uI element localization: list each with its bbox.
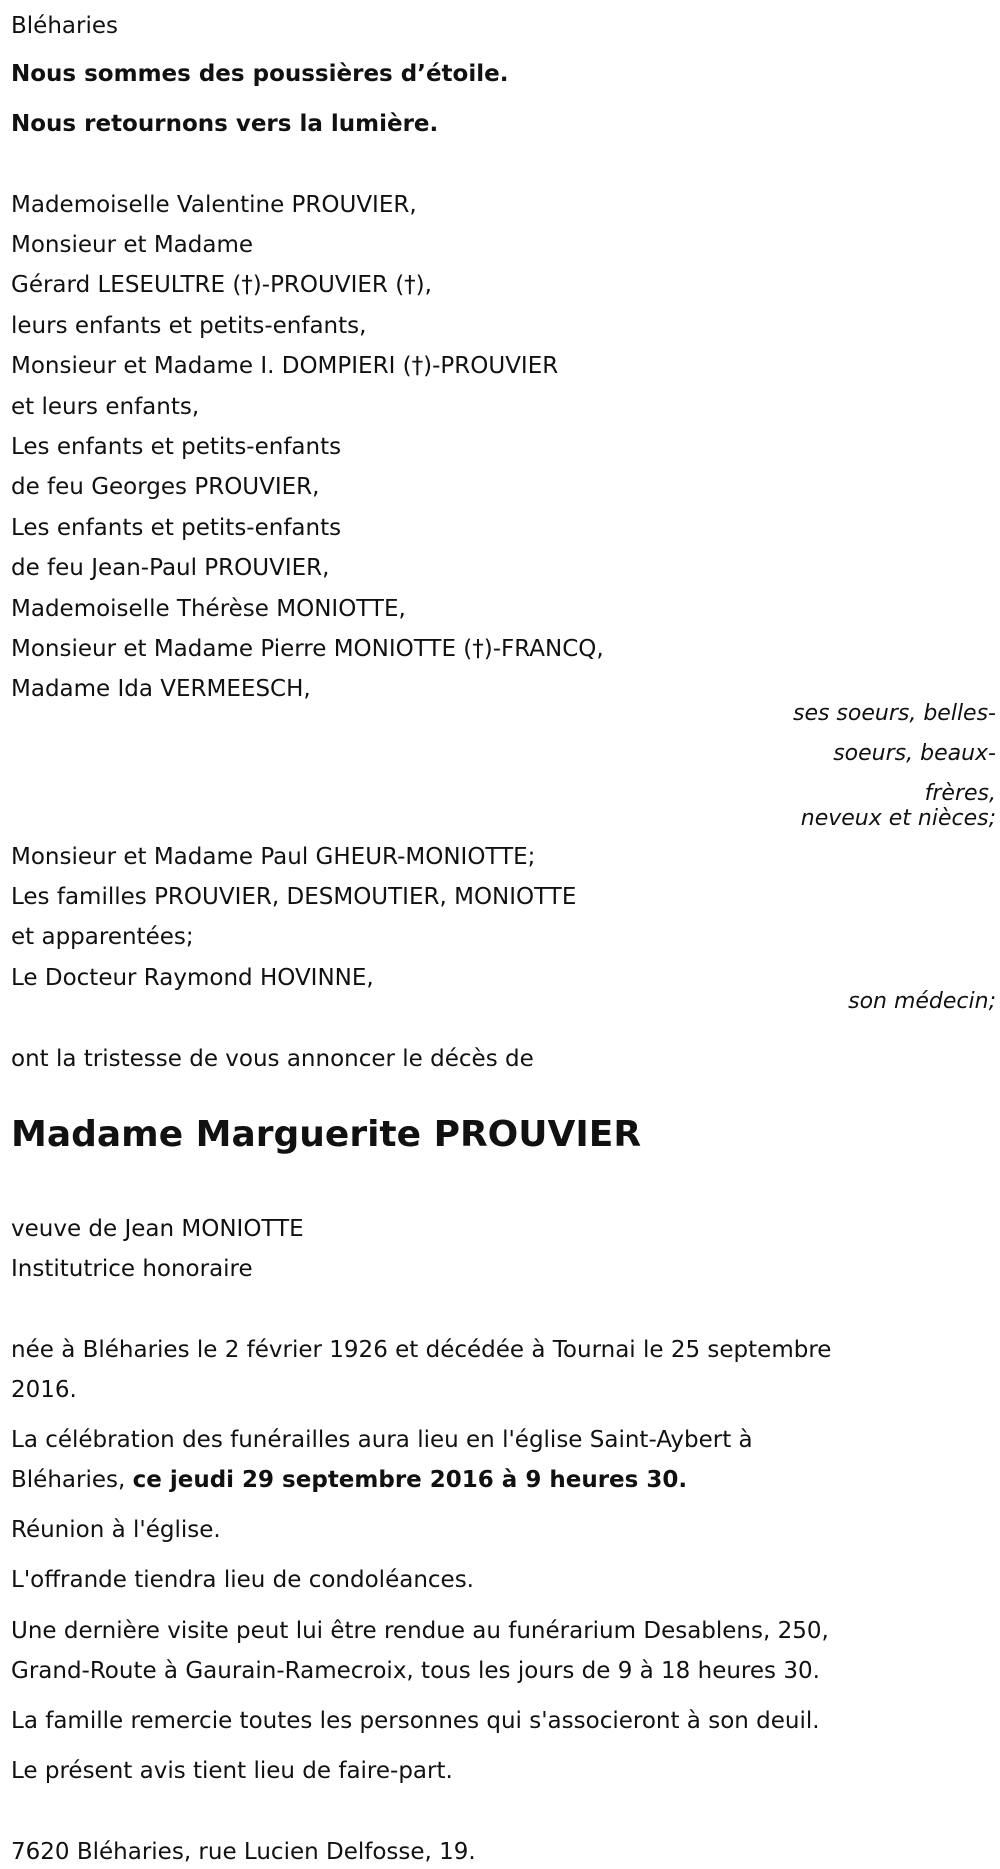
family-line: Les familles PROUVIER, DESMOUTIER, MONIOTTE <box>11 884 577 910</box>
relation-label: ses soeurs, belles- <box>792 701 996 726</box>
family-line: Monsieur et Madame <box>11 232 254 258</box>
offering-info: L'offrande tiendra lieu de condoléances. <box>11 1567 474 1593</box>
family-line: Mademoiselle Valentine PROUVIER, <box>11 192 417 218</box>
family-line: Les enfants et petits-enfants <box>11 515 342 541</box>
family-line: Monsieur et Madame I. DOMPIERI (†)-PROUVIER <box>11 353 559 379</box>
deceased-name: Madame Marguerite PROUVIER <box>11 1114 642 1155</box>
family-line: et leurs enfants, <box>11 394 200 420</box>
family-line: Monsieur et Madame Pierre MONIOTTE (†)-FRANCQ, <box>11 636 604 662</box>
visit-line: Une dernière visite peut lui être rendue au funérarium Desablens, 250, <box>11 1618 829 1644</box>
family-line: Gérard LESEULTRE (†)-PROUVIER (†), <box>11 272 432 298</box>
funeral-place: Bléharies, <box>11 1467 133 1493</box>
relation-label: frères, <box>924 781 996 806</box>
family-line: Mademoiselle Thérèse MONIOTTE, <box>11 596 406 622</box>
family-line: Les enfants et petits-enfants <box>11 434 342 460</box>
address-line: 7620 Bléharies, rue Lucien Delfosse, 19. <box>11 1839 476 1865</box>
meeting-info: Réunion à l'église. <box>11 1517 221 1543</box>
place-heading: Bléharies <box>11 13 118 39</box>
widow-of: veuve de Jean MONIOTTE <box>11 1216 304 1242</box>
family-line: et apparentées; <box>11 924 194 950</box>
birth-death-line: 2016. <box>11 1377 77 1403</box>
quote-line-1: Nous sommes des poussières d’étoile. <box>11 61 509 87</box>
thanks-line: La famille remercie toutes les personnes qui s'associeront à son deuil. <box>11 1708 820 1734</box>
family-line: de feu Georges PROUVIER, <box>11 474 320 500</box>
family-line: Madame Ida VERMEESCH, <box>11 676 311 702</box>
funeral-line: La célébration des funérailles aura lieu en l'église Saint-Aybert à <box>11 1427 753 1453</box>
birth-death-line: née à Bléharies le 2 février 1926 et décédée à Tournai le 25 septembre <box>11 1337 832 1363</box>
funeral-line <box>11 1465 687 1495</box>
notice-line: Le présent avis tient lieu de faire-part. <box>11 1758 453 1784</box>
family-line: de feu Jean-Paul PROUVIER, <box>11 555 330 581</box>
family-line: Le Docteur Raymond HOVINNE, <box>11 965 374 991</box>
relation-label: soeurs, beaux- <box>833 741 996 766</box>
quote-line-2: Nous retournons vers la lumière. <box>11 111 439 137</box>
relation-label: neveux et nièces; <box>800 806 996 831</box>
visit-line: Grand-Route à Gaurain-Ramecroix, tous les jours de 9 à 18 heures 30. <box>11 1658 820 1684</box>
profession: Institutrice honoraire <box>11 1256 253 1282</box>
announcement-intro: ont la tristesse de vous annoncer le décès de <box>11 1046 534 1072</box>
family-line: leurs enfants et petits-enfants, <box>11 313 367 339</box>
funeral-date: ce jeudi 29 septembre 2016 à 9 heures 30. <box>132 1467 688 1493</box>
relation-label: son médecin; <box>848 989 996 1014</box>
family-line: Monsieur et Madame Paul GHEUR-MONIOTTE; <box>11 844 536 870</box>
